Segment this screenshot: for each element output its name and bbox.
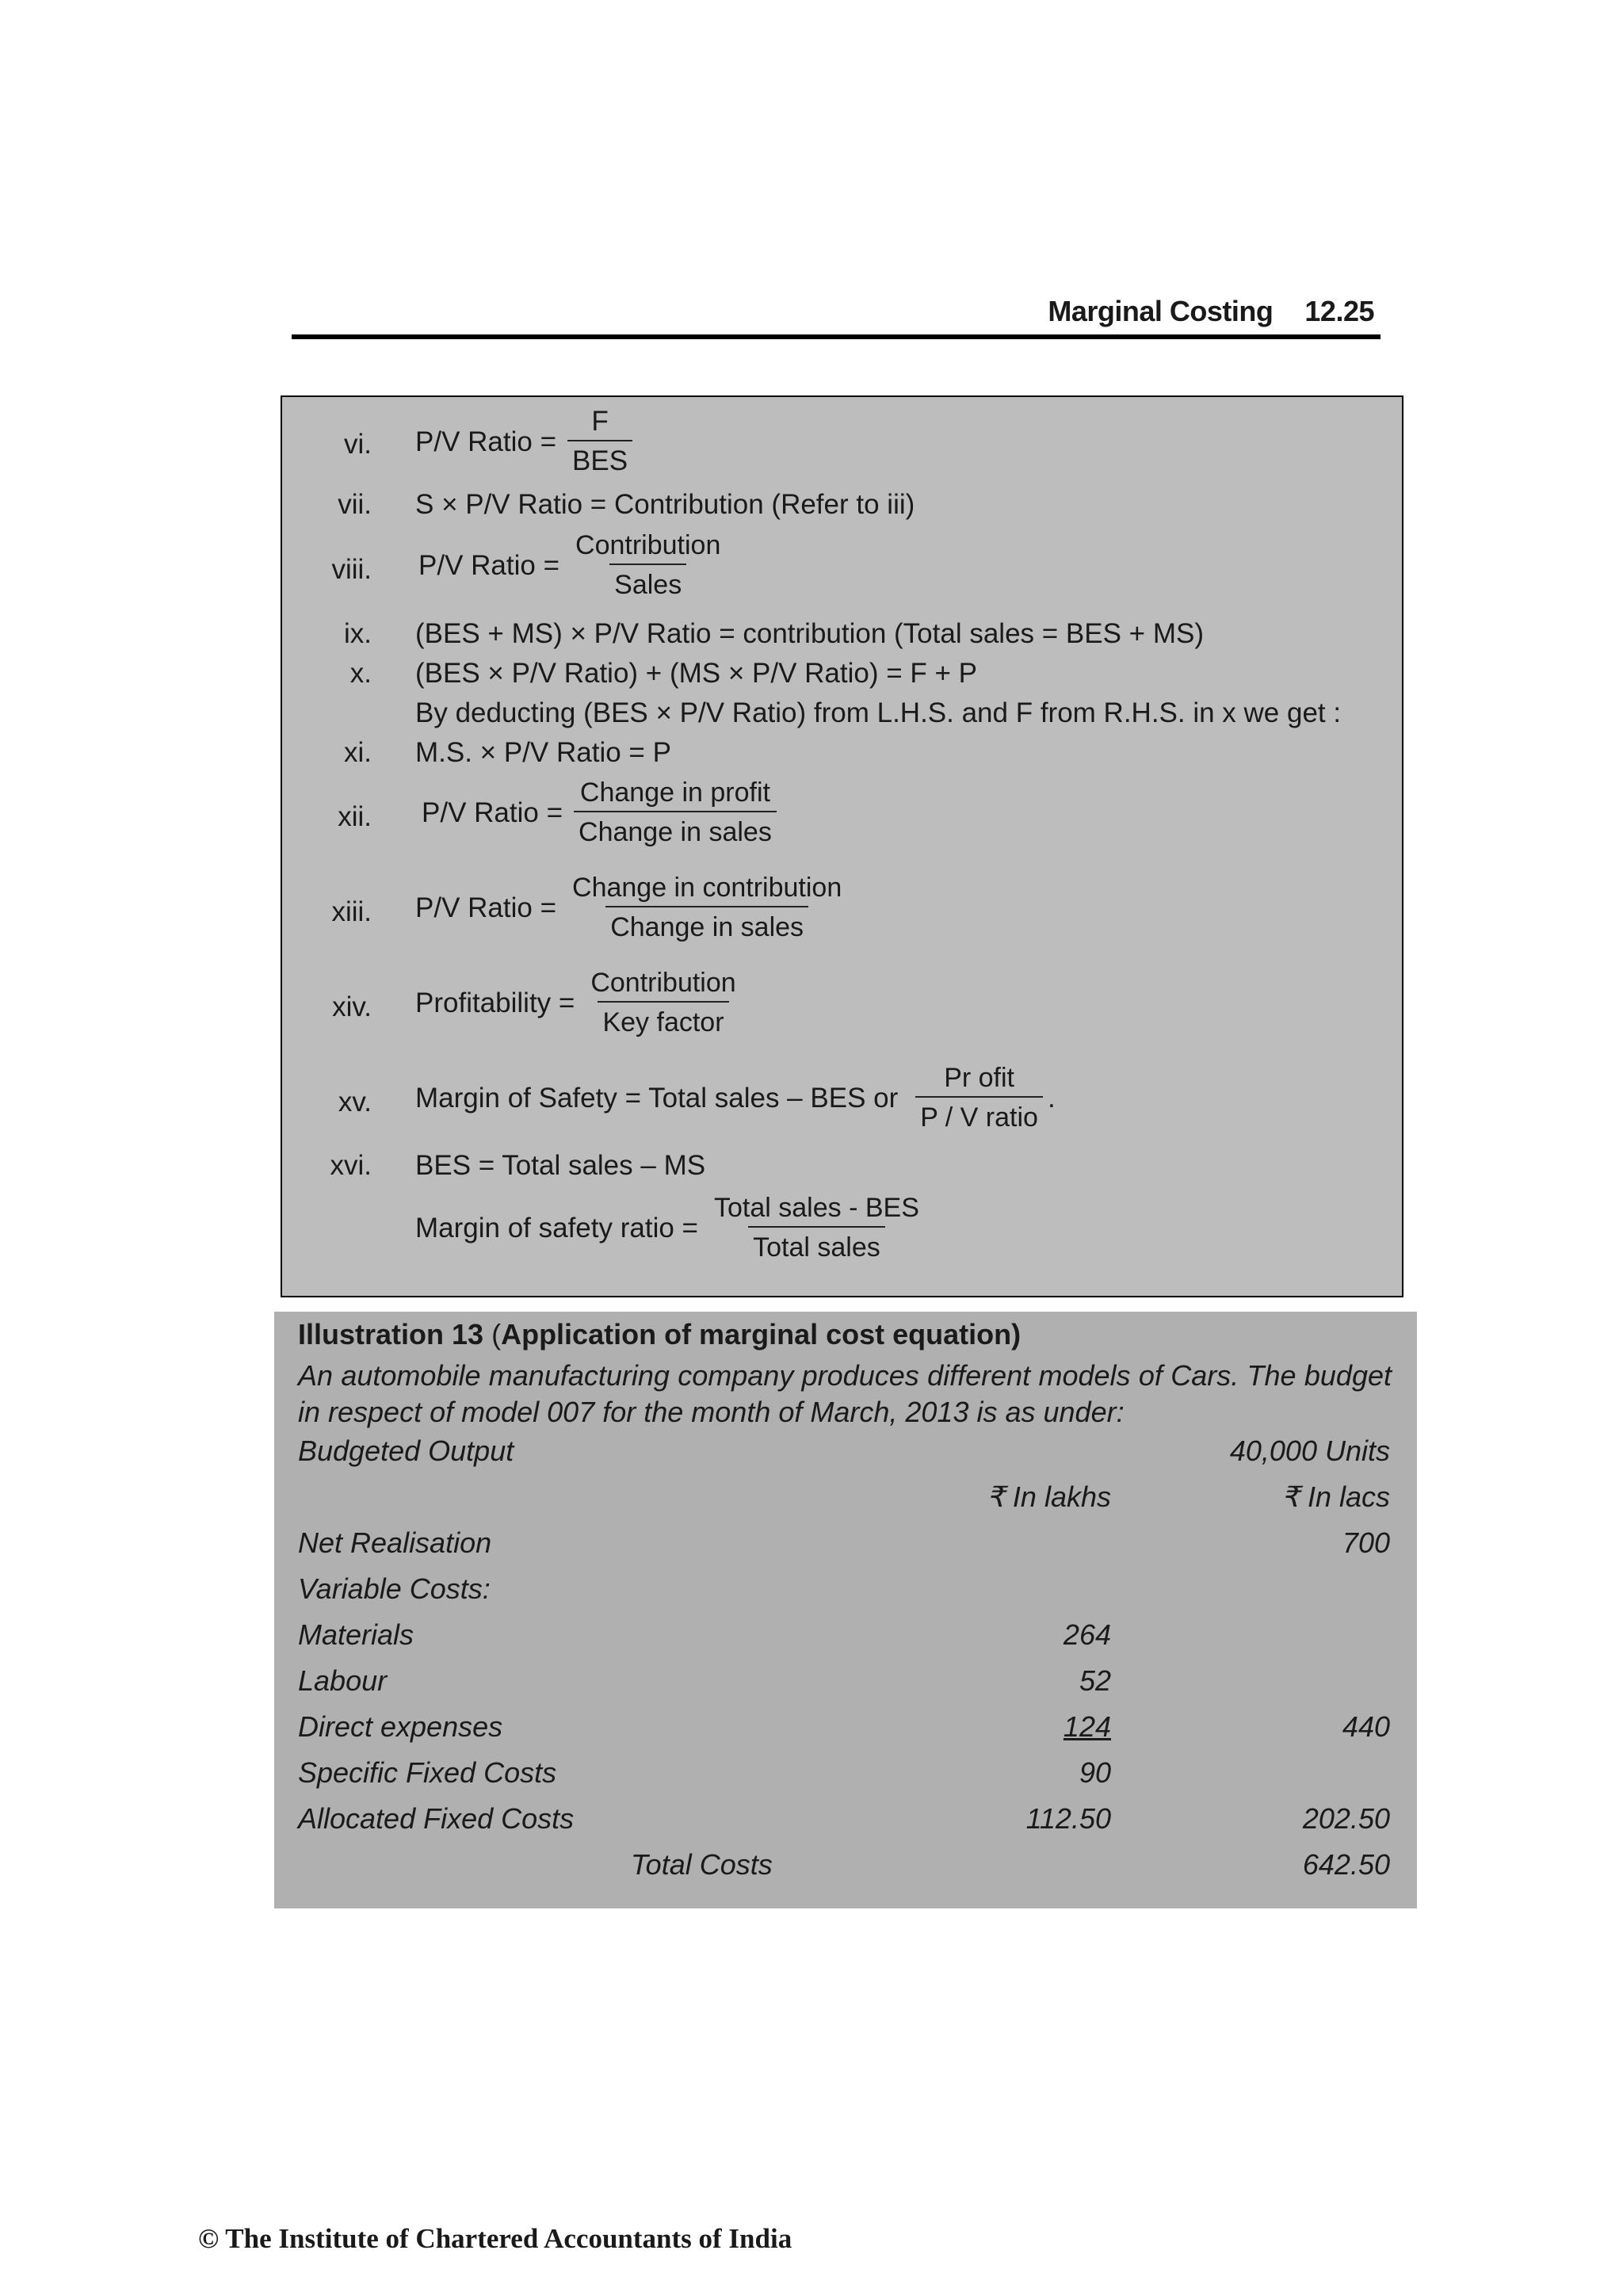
formula-number: xii. [338, 801, 372, 832]
formula-row [282, 1060, 1402, 1142]
formula-text: By deducting (BES × P/V Ratio) from L.H.S. and F from R.H.S. in x we get : [415, 697, 1342, 728]
fraction [571, 527, 725, 605]
row-label: Labour [298, 1664, 388, 1697]
table-row [274, 1526, 1417, 1572]
denominator: P / V ratio [915, 1096, 1043, 1137]
page-number: 12.25 [1304, 295, 1374, 327]
fraction [574, 774, 777, 852]
formula-text: M.S. × P/V Ratio = P [415, 737, 671, 768]
formula-prefix: Margin of safety ratio = [415, 1213, 698, 1244]
formula-body [415, 869, 846, 947]
formula-prefix: P/V Ratio = [415, 892, 557, 923]
formula-body [422, 774, 777, 852]
row-col2: 90 [1079, 1756, 1111, 1789]
fraction [915, 1060, 1043, 1137]
formula-number: xiii. [331, 896, 372, 927]
denominator: Sales [609, 563, 686, 605]
row-col2: 52 [1079, 1664, 1111, 1697]
formula-row [282, 965, 1402, 1047]
formula-prefix: P/V Ratio = [415, 426, 557, 457]
illustration-box [274, 1312, 1417, 1908]
illustration-subject: Application of marginal cost equation) [501, 1318, 1022, 1350]
table-row [274, 1435, 1417, 1480]
row-col2: 124 [1063, 1710, 1111, 1743]
numerator: Total sales - BES [713, 1193, 919, 1223]
denominator: Total sales [748, 1226, 885, 1267]
row-col3: 202.50 [1302, 1802, 1390, 1835]
formula-body [415, 965, 741, 1042]
row-col2: ₹ In lakhs [987, 1480, 1111, 1513]
formula-body [415, 403, 632, 481]
illustration-title [298, 1318, 1021, 1351]
header-text [1048, 295, 1374, 328]
formula-row [282, 527, 1402, 609]
fraction [567, 869, 846, 947]
row-col2: 264 [1063, 1618, 1111, 1651]
numerator: Pr ofit [944, 1063, 1014, 1093]
denominator: Change in sales [574, 811, 777, 852]
denominator: BES [567, 440, 632, 481]
formula-box [281, 395, 1403, 1297]
formula-body [415, 1060, 1056, 1137]
row-label: Net Realisation [298, 1526, 492, 1559]
formula-text: (BES × P/V Ratio) + (MS × P/V Ratio) = F + P [415, 658, 978, 689]
row-col3: 700 [1342, 1526, 1390, 1559]
formula-row [282, 1190, 1402, 1272]
table-row [274, 1572, 1417, 1618]
formula-body [415, 1190, 924, 1267]
row-col2: 112.50 [1025, 1802, 1111, 1835]
formula-text: (BES + MS) × P/V Ratio = contribution (Total sales = BES + MS) [415, 618, 1205, 649]
formula-prefix: Profitability = [415, 988, 575, 1018]
formula-prefix: P/V Ratio = [418, 550, 560, 581]
row-label: Allocated Fixed Costs [298, 1802, 575, 1835]
formula-number: vii. [338, 489, 372, 520]
formula-number: viii. [331, 554, 372, 585]
table-row [274, 1618, 1417, 1664]
numerator: Change in contribution [572, 873, 842, 903]
formula-row [282, 774, 1402, 857]
denominator: Change in sales [605, 906, 808, 947]
formula-number: xi. [344, 737, 372, 768]
numerator: F [591, 406, 609, 437]
formula-number: xiv. [332, 991, 372, 1022]
formula-row [282, 403, 1402, 486]
row-label: Direct expenses [298, 1710, 503, 1743]
formula-number: xvi. [330, 1150, 372, 1181]
formula-text: BES = Total sales – MS [415, 1150, 706, 1181]
formula-number: xv. [338, 1087, 372, 1117]
fraction [586, 965, 740, 1042]
numerator: Change in profit [579, 777, 770, 808]
formula-row [282, 869, 1402, 952]
formula-body [418, 527, 725, 605]
table-row [274, 1802, 1417, 1848]
table-row [274, 1664, 1417, 1710]
row-label: Materials [298, 1618, 414, 1651]
numerator: Contribution [575, 530, 721, 560]
formula-number: x. [349, 658, 372, 689]
total-label: Total Costs [631, 1848, 773, 1881]
formula-prefix: P/V Ratio = [422, 797, 563, 828]
row-label: Variable Costs: [298, 1572, 491, 1605]
formula-number: vi. [344, 429, 372, 460]
formula-suffix: . [1047, 1083, 1056, 1114]
denominator: Key factor [598, 1001, 728, 1042]
chapter-title: Marginal Costing [1048, 295, 1274, 327]
formula-prefix: Margin of Safety = Total sales – BES or [415, 1083, 899, 1114]
fraction [567, 403, 632, 481]
table-row [274, 1480, 1417, 1526]
table-row [274, 1710, 1417, 1756]
page-header [292, 295, 1381, 339]
row-col3: 440 [1342, 1710, 1390, 1743]
paren: ( [491, 1318, 502, 1350]
fraction [709, 1190, 924, 1267]
illustration-intro: An automobile manufacturing company produces different models of Cars. The budget in respect of model 007 for the month of March, 2013 is as under: [298, 1359, 1392, 1428]
row-label: Specific Fixed Costs [298, 1756, 557, 1789]
row-label: Budgeted Output [298, 1435, 514, 1467]
formula-text: S × P/V Ratio = Contribution (Refer to iii) [415, 489, 915, 520]
total-row [274, 1848, 1417, 1894]
numerator: Contribution [590, 968, 736, 998]
illustration-label: Illustration 13 [298, 1318, 484, 1350]
copyright-footer: © The Institute of Chartered Accountants of India [198, 2223, 792, 2254]
formula-number: ix. [344, 618, 372, 649]
row-col3: ₹ In lacs [1281, 1480, 1390, 1513]
total-value: 642.50 [1302, 1848, 1390, 1881]
row-col3: 40,000 Units [1229, 1435, 1390, 1467]
table-row [274, 1756, 1417, 1802]
